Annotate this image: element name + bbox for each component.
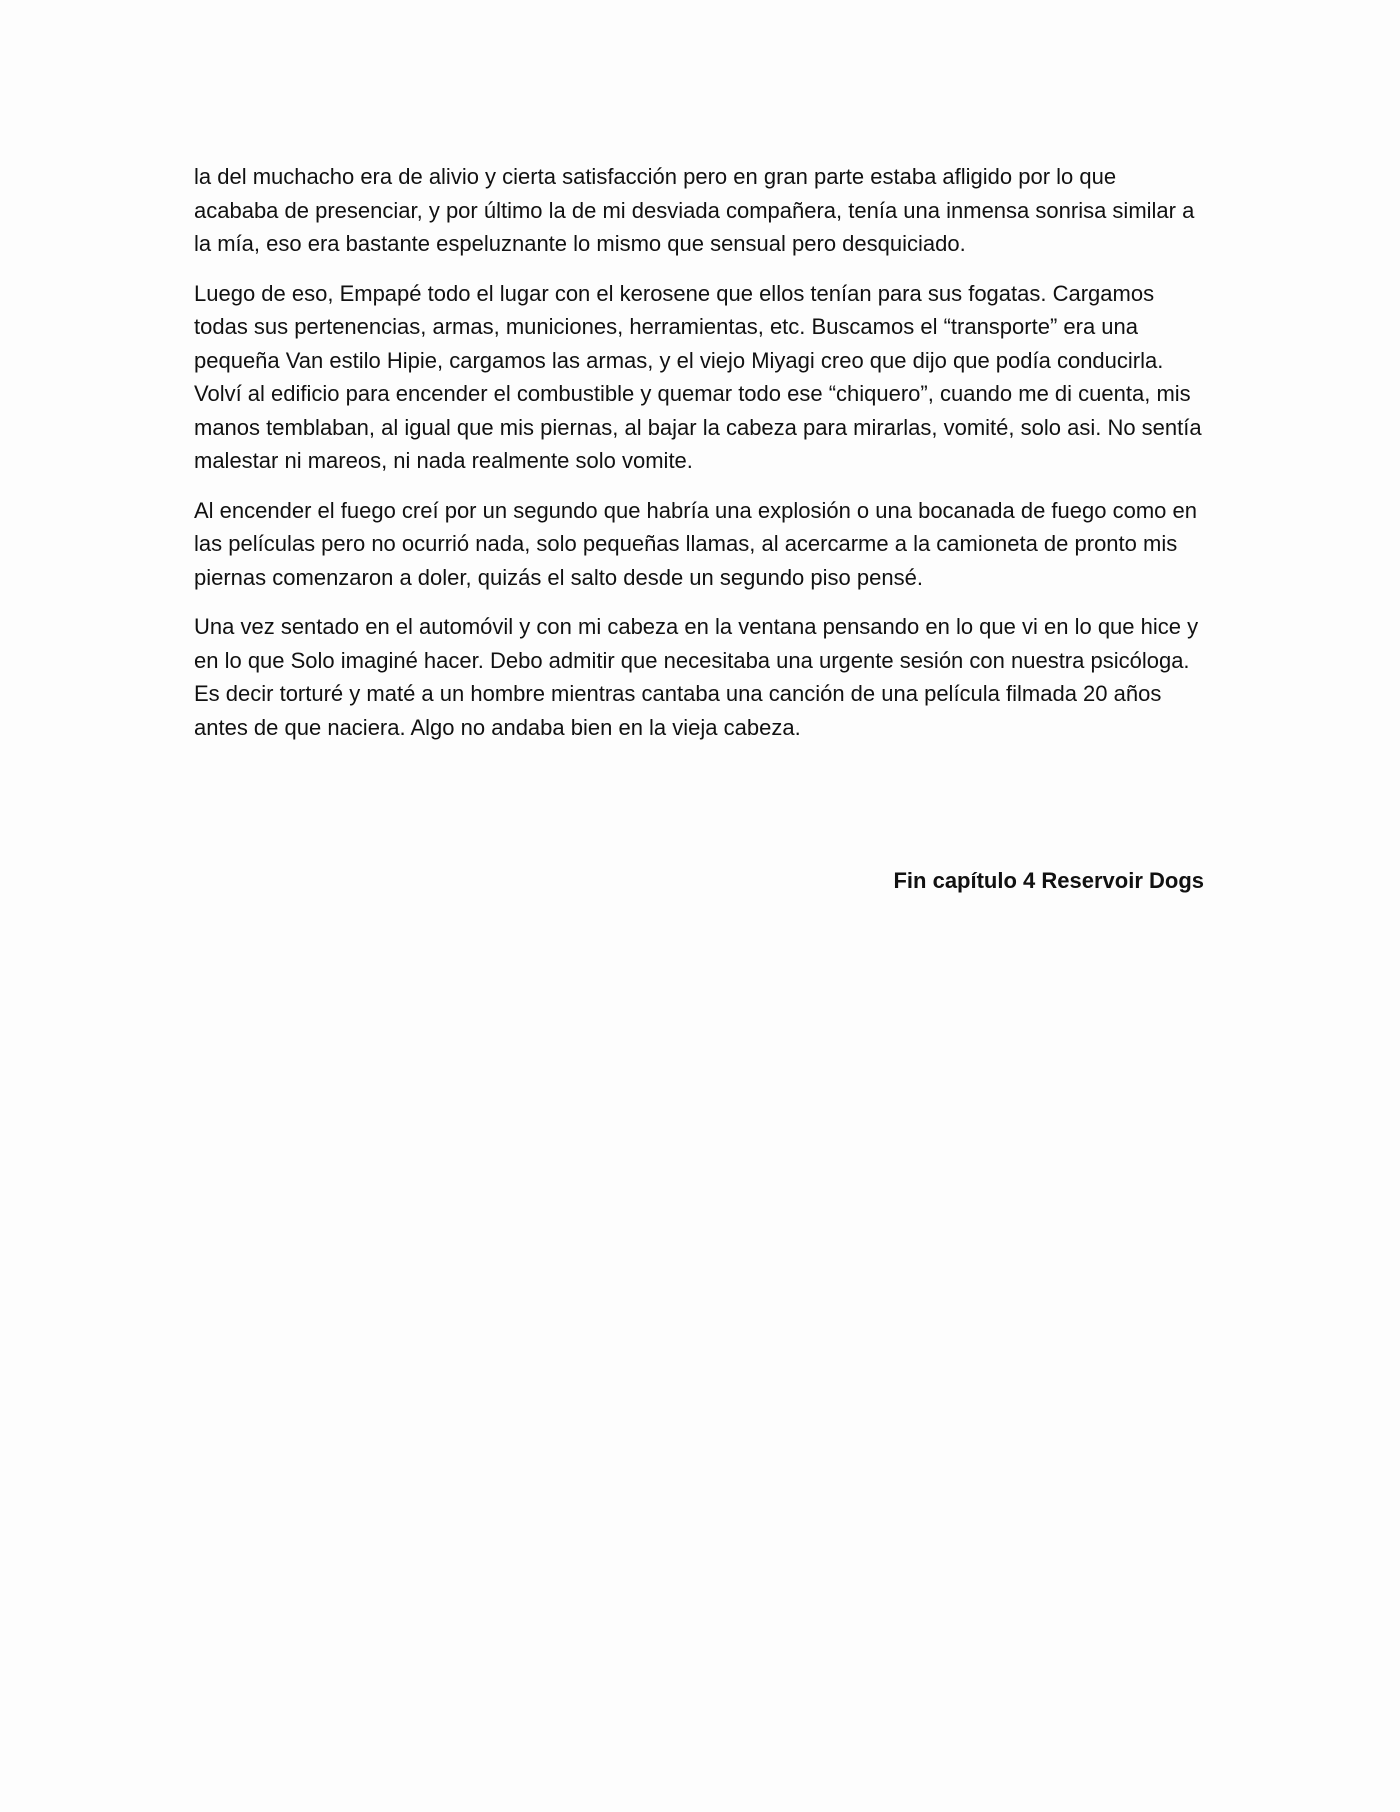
paragraph-1: la del muchacho era de alivio y cierta satisfacción pero en gran parte estaba afligido por lo que acababa de presenciar, y por último la de mi desviada compañera, tenía una inmensa sonrisa similar a la mía, eso era bastante espeluznante lo mismo que sensual pero desquiciado. — [194, 164, 1195, 256]
paragraph-3: Al encender el fuego creí por un segundo que habría una explosión o una bocanada de fuego como en las películas pero no ocurrió nada, solo pequeñas llamas, al acercarme a la camioneta de pronto mis piernas comenzaron a doler, quizás el salto desde un segundo piso pensé. — [194, 497, 1197, 590]
paragraph-4: Una vez sentado en el automóvil y con mi cabeza en la ventana pensando en lo que vi en lo que hice y en lo que Solo imaginé hacer. Debo admitir que necesitaba una urgente sesión con nuestra psicóloga. Es decir torturé y maté a un hombre mientras cantaba una canción de una película filmada 20 años antes de que naciera. Algo no andaba bien en la vieja cabeza. — [194, 614, 1199, 740]
document-body — [194, 160, 1204, 760]
paragraph-2: Luego de eso, Empapé todo el lugar con el kerosene que ellos tenían para sus fogatas. Cargamos todas sus pertenencias, armas, municiones, herramientas, etc. Buscamos el “transporte” era una pequeña Van estilo Hipie, cargamos las armas, y el viejo Miyagi creo que dijo que podía conducirla. Volví al edificio para encender el combustible y quemar todo ese “chiquero”, cuando me di cuenta, mis manos temblaban, al igual que mis piernas, al bajar la cabeza para mirarlas, vomité, solo asi. No sentía malestar ni mareos, ni nada realmente solo vomite. — [194, 280, 1202, 473]
chapter-end-line: Fin capítulo 4 Reservoir Dogs — [893, 868, 1204, 893]
